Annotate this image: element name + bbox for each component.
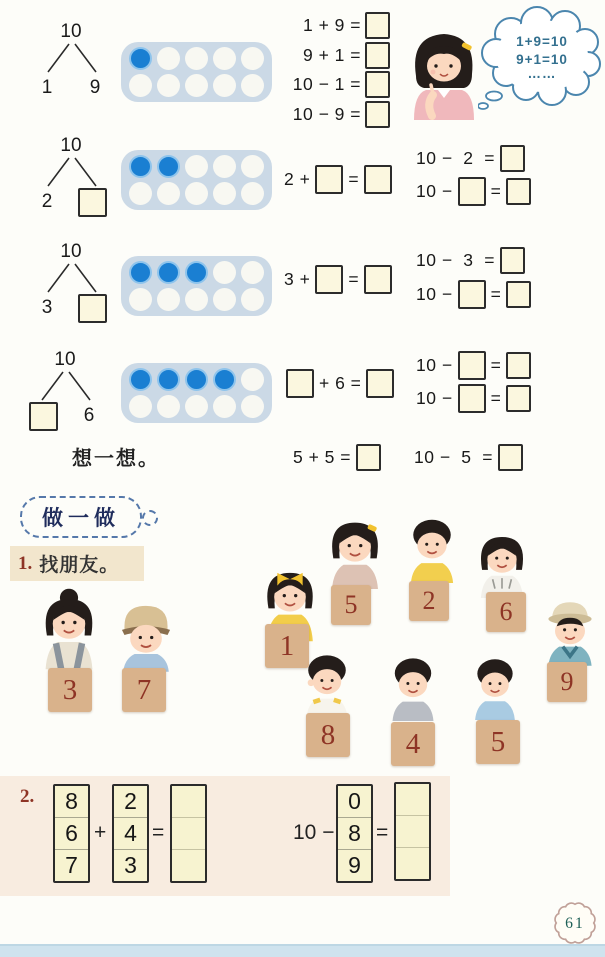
answer-box <box>498 444 523 471</box>
answer-box <box>506 281 531 308</box>
answer-cell <box>172 818 205 850</box>
equation-text: 9 + 1 = <box>303 44 361 65</box>
thought-bubble <box>478 4 605 114</box>
column-cell: 4 <box>114 818 147 850</box>
answer-box <box>500 247 525 274</box>
answer-box <box>356 444 381 471</box>
frame-dot-empty <box>241 261 264 284</box>
frame-dot-empty <box>129 74 152 97</box>
answer-box <box>365 101 390 128</box>
number-card-1: 1 <box>265 624 309 668</box>
think-label: 想一想。 <box>72 448 160 470</box>
equals-sign: = <box>348 269 360 289</box>
page-number: 61 <box>565 915 585 933</box>
bond-lines-icon <box>38 262 104 294</box>
frame-dot-empty <box>185 155 208 178</box>
number-card-4: 4 <box>391 722 435 766</box>
answer-box <box>365 12 390 39</box>
answer-box <box>286 369 314 398</box>
frame-dot-empty <box>241 74 264 97</box>
frame-dot-empty <box>241 155 264 178</box>
number-card-5b: 5 <box>476 720 520 764</box>
bond-lines-icon <box>38 156 104 188</box>
ten-frame-row4 <box>121 363 272 423</box>
frame-dot-empty <box>213 74 236 97</box>
bond-part-left: 3 <box>41 297 53 318</box>
frame-dot-filled <box>157 155 180 178</box>
bond-answer-box <box>78 188 107 217</box>
exercise2-panel <box>0 776 450 896</box>
ten-frame-row1 <box>121 42 272 102</box>
equation-text: 10 − 1 = <box>292 74 361 95</box>
bond-whole: 10 <box>60 241 82 262</box>
answer-box <box>364 265 392 294</box>
do-it-header-dot <box>142 510 158 526</box>
number-card-2: 2 <box>409 581 449 621</box>
equals-sign: = <box>348 169 360 189</box>
think-equation-2 <box>414 444 523 471</box>
frame-dot-filled <box>185 261 208 284</box>
addend-column-right <box>112 784 149 883</box>
bond-lines-icon <box>38 42 104 74</box>
frame-dot-empty <box>213 288 236 311</box>
bond-whole: 10 <box>60 21 82 42</box>
bond-answer-box <box>78 294 107 323</box>
equation-mid-row4 <box>286 369 394 398</box>
frame-dot-empty <box>157 288 180 311</box>
number-card-3: 3 <box>48 668 92 712</box>
subtrahend-column <box>336 784 373 883</box>
number-card-8: 8 <box>306 713 350 757</box>
frame-dot-empty <box>241 288 264 311</box>
exercise1-label: 找朋友。 <box>39 555 120 576</box>
frame-dot-empty <box>157 74 180 97</box>
equation-right-row4a <box>416 351 531 380</box>
page-number-badge <box>550 896 600 950</box>
answer-box <box>364 165 392 194</box>
frame-dot-filled <box>157 261 180 284</box>
answer-box <box>506 352 531 379</box>
footer-band <box>0 944 605 957</box>
equation-text: 10 − <box>416 284 453 304</box>
column-cell: 7 <box>65 852 78 878</box>
difference-answer-column <box>394 782 431 881</box>
plus-sign: + <box>94 821 107 844</box>
sum-answer-column <box>170 784 207 883</box>
frame-dot-empty <box>241 368 264 391</box>
answer-box <box>315 265 343 294</box>
answer-box <box>506 385 531 412</box>
equation-text: 10 − <box>416 355 453 375</box>
column-cell: 8 <box>55 786 88 818</box>
number-card-6: 6 <box>486 592 526 632</box>
bond-whole: 10 <box>60 135 82 156</box>
addend-column-left <box>53 784 90 883</box>
exercise1-title <box>10 546 144 581</box>
equals-sign: = <box>152 821 165 844</box>
equation-right-row2a <box>416 145 525 172</box>
ten-frame-row3 <box>121 256 272 316</box>
frame-dot-empty <box>241 182 264 205</box>
bond-part-right: 6 <box>83 405 95 426</box>
kid-boy-yellow <box>396 515 468 583</box>
number-card-7: 7 <box>122 668 166 712</box>
frame-dot-empty <box>213 395 236 418</box>
number-card-9: 9 <box>547 662 587 702</box>
answer-box <box>366 369 394 398</box>
answer-box <box>458 351 486 380</box>
column-cell: 9 <box>348 852 361 878</box>
equals-sign: = <box>376 821 389 844</box>
answer-box <box>458 384 486 413</box>
equation-text: 5 + 5 = <box>293 447 351 467</box>
answer-box <box>458 280 486 309</box>
frame-dot-empty <box>157 182 180 205</box>
frame-dot-empty <box>213 155 236 178</box>
equation-text: 2 + <box>284 169 311 189</box>
equation-stack-row1 <box>284 11 390 129</box>
equals-sign: = <box>490 284 502 304</box>
answer-cell <box>396 848 429 879</box>
column-cell: 8 <box>338 818 371 850</box>
bond-part-left: 1 <box>41 77 53 98</box>
equation-text: 10 − <box>416 181 453 201</box>
frame-dot-empty <box>185 395 208 418</box>
kid-boy-gray <box>376 655 450 721</box>
answer-cell <box>172 850 205 881</box>
equation-text: 10 − 9 = <box>292 103 361 124</box>
answer-box <box>458 177 486 206</box>
kid-boy-blue <box>460 656 530 720</box>
column-cell: 0 <box>338 786 371 818</box>
frame-dot-empty <box>185 47 208 70</box>
minuend-text: 10 − <box>293 821 335 844</box>
equation-text: 10 − <box>416 388 453 408</box>
kid-girl-stripe <box>466 530 538 598</box>
frame-dot-empty <box>213 261 236 284</box>
equation-text: 10 − 5 = <box>414 447 493 467</box>
exercise2-number: 2. <box>20 786 35 807</box>
number-bond-row2 <box>34 136 108 216</box>
column-cell: 6 <box>55 818 88 850</box>
column-cell: 2 <box>114 786 147 818</box>
answer-box <box>500 145 525 172</box>
answer-box <box>365 42 390 69</box>
bond-answer-box <box>29 402 58 431</box>
frame-dot-filled <box>129 155 152 178</box>
frame-dot-empty <box>241 47 264 70</box>
answer-cell <box>172 786 205 818</box>
equals-sign: = <box>490 388 502 408</box>
bubble-line-2: 9+1=10 <box>516 52 568 67</box>
think-equation-1 <box>293 444 381 471</box>
frame-dot-filled <box>185 368 208 391</box>
bond-part-left: 2 <box>41 191 53 212</box>
answer-cell <box>396 784 429 816</box>
frame-dot-empty <box>213 182 236 205</box>
equation-right-row3a <box>416 247 525 274</box>
kid-girl-bun <box>30 586 108 672</box>
do-it-header <box>20 496 142 538</box>
frame-dot-empty <box>185 74 208 97</box>
equation-mid-row2 <box>284 165 392 194</box>
frame-dot-empty <box>185 288 208 311</box>
frame-dot-empty <box>157 395 180 418</box>
frame-dot-filled <box>157 368 180 391</box>
number-bond-row4 <box>28 350 102 430</box>
equals-sign: = <box>490 355 502 375</box>
frame-dot-empty <box>129 395 152 418</box>
kid-boy-bowl <box>290 652 364 718</box>
bubble-line-3: …… <box>527 66 557 81</box>
column-cell: 3 <box>124 852 137 878</box>
bond-part-right: 9 <box>89 77 101 98</box>
kid-girl-clip <box>316 515 394 589</box>
number-card-5a: 5 <box>331 585 371 625</box>
frame-dot-empty <box>129 288 152 311</box>
number-bond-row1 <box>34 22 108 102</box>
frame-dot-filled <box>129 261 152 284</box>
answer-cell <box>396 816 429 848</box>
equation-text: 1 + 9 = <box>303 15 361 36</box>
equation-text: 10 − 3 = <box>416 250 495 270</box>
equation-text: 3 + <box>284 269 311 289</box>
answer-box <box>315 165 343 194</box>
equation-right-row3b <box>416 280 531 309</box>
equation-text: 10 − 2 = <box>416 148 495 168</box>
equation-right-row4b <box>416 384 531 413</box>
frame-dot-empty <box>129 182 152 205</box>
exercise1-number: 1. <box>18 552 33 574</box>
do-it-label: 做一做 <box>42 506 120 530</box>
frame-dot-filled <box>129 368 152 391</box>
frame-dot-empty <box>185 182 208 205</box>
answer-box <box>365 71 390 98</box>
kid-boy-hat <box>534 594 605 668</box>
frame-dot-empty <box>241 395 264 418</box>
frame-dot-empty <box>157 47 180 70</box>
frame-dot-filled <box>213 368 236 391</box>
number-bond-row3 <box>34 242 108 322</box>
answer-box <box>506 178 531 205</box>
ten-frame-row2 <box>121 150 272 210</box>
frame-dot-empty <box>213 47 236 70</box>
equation-text: + 6 = <box>319 373 362 393</box>
frame-dot-filled <box>129 47 152 70</box>
bond-lines-icon <box>32 370 98 402</box>
equals-sign: = <box>490 181 502 201</box>
bubble-line-1: 1+9=10 <box>516 34 568 49</box>
bond-whole: 10 <box>54 349 76 370</box>
kid-boy-cap <box>108 598 184 672</box>
equation-right-row2b <box>416 177 531 206</box>
equation-mid-row3 <box>284 265 392 294</box>
